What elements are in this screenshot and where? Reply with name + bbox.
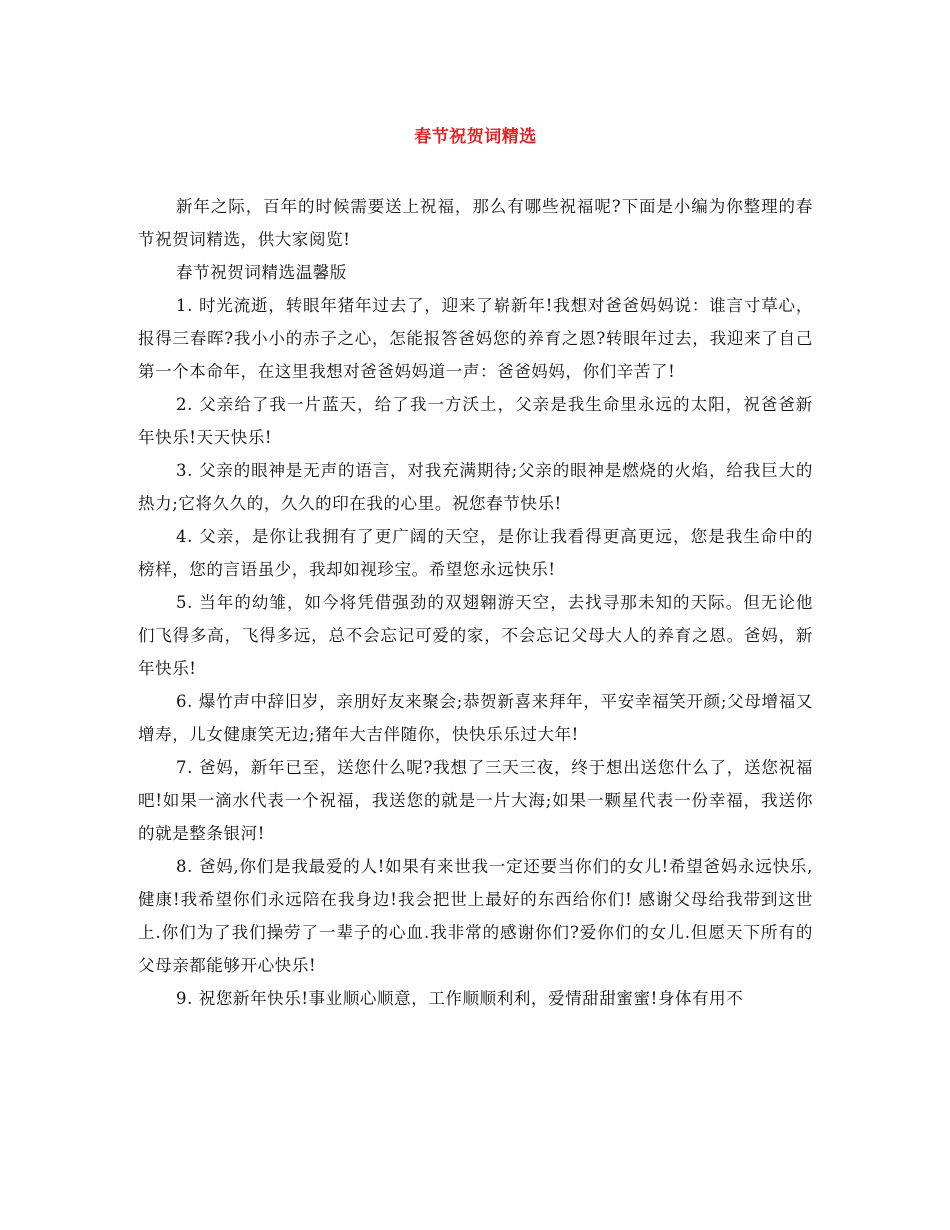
page-title: 春节祝贺词精选 bbox=[414, 127, 537, 147]
list-item: 2. 父亲给了我一片蓝天，给了我一方沃土，父亲是我生命里永远的太阳，祝爸爸新年快乐!天天快乐! bbox=[138, 395, 813, 447]
list-item: 9. 祝您新年快乐!事业顺心顺意，工作顺顺利利，爱情甜甜蜜蜜!身体有用不 bbox=[176, 989, 744, 1008]
list-item: 1. 时光流逝，转眼年猪年过去了，迎来了崭新年!我想对爸爸妈妈说：谁言寸草心，报得三春晖?我小小的赤子之心，怎能报答爸妈您的养育之恩?转眼年过去，我迎来了自己第一个本命年，在这里我想对爸爸妈妈道一声：爸爸妈妈，你们辛苦了! bbox=[138, 296, 813, 381]
intro-paragraph: 新年之际，百年的时候需要送上祝福，那么有哪些祝福呢?下面是小编为你整理的春节祝贺词精选，供大家阅览! bbox=[138, 197, 813, 249]
list-item: 6. 爆竹声中辞旧岁，亲朋好友来聚会;恭贺新喜来拜年，平安幸福笑开颜;父母增福又增寿，儿女健康笑无边;猪年大吉伴随你，快快乐乐过大年! bbox=[138, 692, 813, 744]
list-item: 4. 父亲，是你让我拥有了更广阔的天空，是你让我看得更高更远，您是我生命中的榜样，您的言语虽少，我却如视珍宝。希望您永远快乐! bbox=[138, 527, 813, 579]
document-body bbox=[138, 190, 813, 1015]
section-heading: 春节祝贺词精选温馨版 bbox=[176, 263, 347, 282]
list-item: 8. 爸妈,你们是我最爱的人!如果有来世我一定还要当你们的女儿!希望爸妈永远快乐,健康!我希望你们永远陪在我身边!我会把世上最好的东西给你们! 感谢父母给我带到这世上.你们为了我们操劳了一辈子的心血.我非常的感谢你们?爱你们的女儿.但愿天下所有的父母亲都能够开心快乐! bbox=[138, 857, 813, 975]
list-item: 7. 爸妈，新年已至，送您什么呢?我想了三天三夜，终于想出送您什么了，送您祝福吧!如果一滴水代表一个祝福，我送您的就是一片大海;如果一颗星代表一份幸福，我送你的就是整条银河! bbox=[138, 758, 813, 843]
list-item: 3. 父亲的眼神是无声的语言，对我充满期待;父亲的眼神是燃烧的火焰，给我巨大的热力;它将久久的，久久的印在我的心里。祝您春节快乐! bbox=[138, 461, 813, 513]
list-item: 5. 当年的幼雏，如今将凭借强劲的双翅翱游天空，去找寻那未知的天际。但无论他们飞得多高，飞得多远，总不会忘记可爱的家，不会忘记父母大人的养育之恩。爸妈，新年快乐! bbox=[138, 593, 813, 678]
